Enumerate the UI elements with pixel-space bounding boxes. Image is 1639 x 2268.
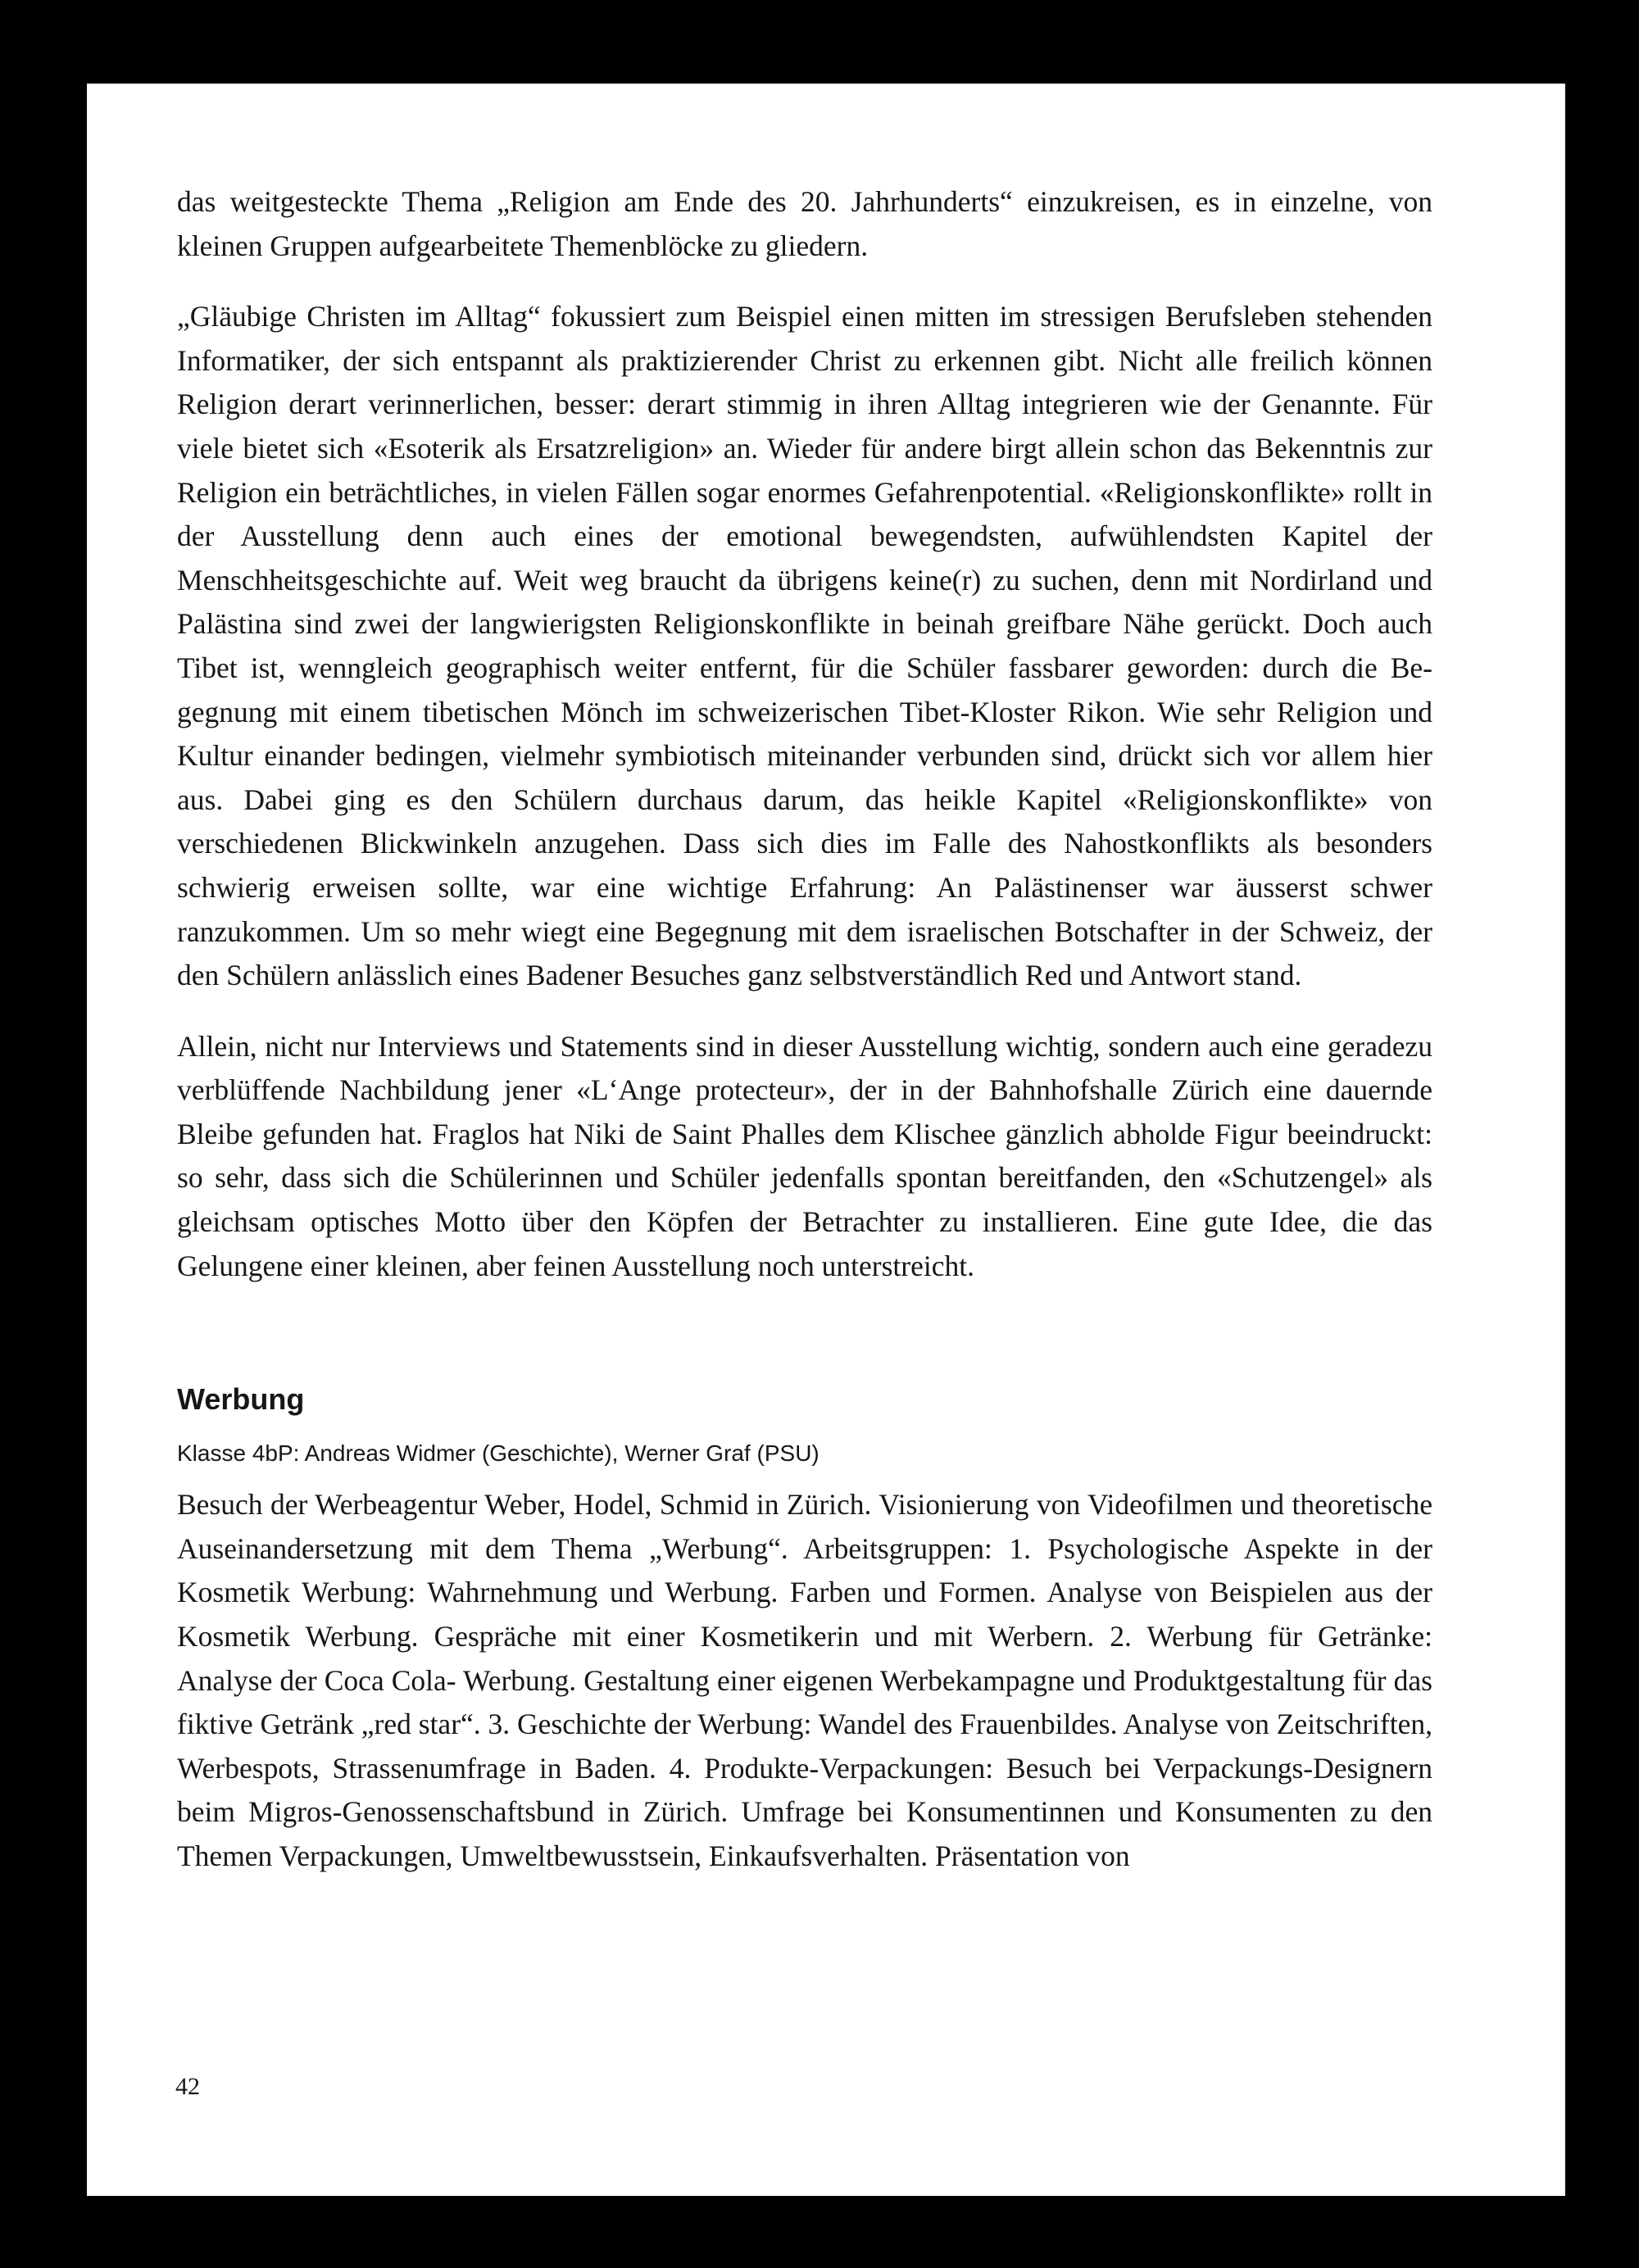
paragraph-schutzengel: Allein, nicht nur Interviews und Statements sind in dieser Ausstellung wichtig, sondern auch eine geradezu verblüffende Nachbildung jener «L‘Ange protecteur», der in der Bahnhofshalle Zürich eine dauernde Bleibe gefunden hat. Fraglos hat Niki de Saint Phalles dem Klischee gänzlich abholde Figur beeindruckt: so sehr, dass sich die Schülerinnen und Schüler jedenfalls spontan bereitfanden, den «Schutzengel» als gleichsam optisches Motto über den Köpfen der Betrachter zu installieren. Eine gute Idee, die das Gelungene einer kleinen, aber feinen Ausstellung noch unterstreicht.: [177, 1029, 1432, 1282]
document-page: [87, 84, 1565, 2196]
page-content: [177, 180, 1432, 1879]
paragraph-werbung: Besuch der Werbeagentur Weber, Hodel, Schmid in Zürich. Visionierung von Videofilmen und theoretische Auseinandersetzung mit dem Thema „Werbung“. Arbeitsgruppen: 1. Psychologische Aspekte in der Kosmetik Werbung: Wahrnehmung und Werbung. Farben und Formen. Analyse von Beispielen aus der Kosmetik Werbung. Gespräche mit einer Kosmetikerin und mit Werbern. 2. Werbung für Getränke: Analyse der Coca Cola- Werbung. Gestaltung einer eigenen Werbekampagne und Produktgestaltung für das fiktive Getränk „red star“. 3. Geschichte der Werbung: Wandel des Frauenbildes. Analyse von Zeitschriften, Werbespots, Strassenumfrage in Baden. 4. Produkte-Verpackungen: Besuch bei Verpackungs-Designern beim Migros-Genossenschaftsbund in Zürich. Umfrage bei Konsumentinnen und Konsumenten zu den Themen Verpackungen, Umweltbewusstsein, Einkaufsverhalten. Präsentation von: [177, 1488, 1432, 1872]
section-title-werbung: Werbung: [177, 1382, 305, 1417]
page-number: 42: [175, 2073, 200, 2100]
paragraph-religion-body: „Gläubige Christen im Alltag“ fokussiert zum Beispiel einen mitten im stressigen Berufsleben stehenden Informatiker, der sich entspannt als praktizierender Christ zu erkennen gibt. Nicht alle freilich können Religion derart verinnerlichen, besser: derart stimmig in ihren Alltag integrieren wie der Genannte. Für viele bietet sich «Esoterik als Ersatzreligion» an. Wieder für andere birgt allein schon das Bekenntnis zur Religion ein beträchtliches, in vielen Fällen sogar enormes Gefahrenpotential. «Religionskonflikte» rollt in der Ausstellung denn auch eines der emotional bewegendsten, aufwühlendsten Kapitel der Menschheitsgeschichte auf. Weit weg braucht da übrigens keine(r) zu suchen, denn mit Nordirland und Palästina sind zwei der langwierigsten Religionskonflikte in beinah greifbare Nähe gerückt. Doch auch Tibet ist, wenngleich geographisch weiter entfernt, für die Schüler fassbarer geworden: durch die Begegnung mit einem tibetischen Mönch im schweizerischen Tibet-Kloster Rikon. Wie sehr Religion und Kultur einander bedingen, vielmehr symbiotisch miteinander verbunden sind, drückt sich vor allem hier aus. Dabei ging es den Schülern durchaus darum, das heikle Kapitel «Religionskonflikte» von verschiedenen Blickwinkeln anzugehen. Dass sich dies im Falle des Nahostkonflikts als besonders schwierig erweisen sollte, war eine wichtige Erfahrung: An Palästinenser war äusserst schwer ranzukommen. Um so mehr wiegt eine Begegnung mit dem israelischen Botschafter in der Schweiz, der den Schülern anlässlich eines Badener Besuches ganz selbstverständlich Red und Antwort stand.: [177, 300, 1432, 992]
paragraph-religion-intro: das weitgesteckte Thema „Religion am Ende des 20. Jahrhunderts“ einzukreisen, es in einzelne, von kleinen Gruppen aufgearbeitete Themenblöcke zu gliedern.: [177, 185, 1432, 262]
section-class-line: Klasse 4bP: Andreas Widmer (Geschichte), Werner Graf (PSU): [177, 1440, 820, 1467]
